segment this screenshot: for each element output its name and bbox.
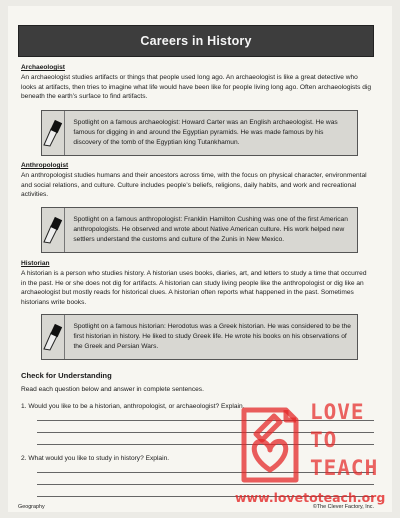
footer-copyright: ©The Clever Factory, Inc. (312, 504, 374, 510)
watermark-url: www.lovetoteach.org (235, 490, 386, 505)
answer-line[interactable] (37, 432, 374, 433)
spotlight-box-anthropologist (41, 207, 358, 253)
title-banner (18, 25, 374, 57)
watermark-word-love: LOVE (310, 400, 365, 424)
spotlight-text-archaeologist: Spotlight on a famous archaeologist: Howard Carter was an English archaeologist. He was famous for digging in and around the Egyptian pyramids. He was made famous by his discovery of the tomb of the Egyptian king Tutankhamun. (73, 119, 338, 146)
spotlight-icon (42, 315, 64, 359)
answer-line[interactable] (37, 444, 374, 445)
check-instructions: Read each question below and answer in complete sentences. (21, 386, 204, 393)
answer-line[interactable] (37, 496, 374, 497)
question-2: 2. What would you like to study in history? Explain. (21, 455, 170, 462)
spotlight-box-archaeologist (41, 110, 358, 156)
page-title: Careers in History (140, 34, 252, 48)
answer-line[interactable] (37, 420, 374, 421)
watermark-word-to: TO (310, 428, 338, 452)
answer-line[interactable] (37, 484, 374, 485)
spotlight-icon (42, 111, 64, 155)
section-heading-anthropologist: Anthropologist (21, 162, 69, 169)
question-1: 1. Would you like to be a historian, anthropologist, or archaeologist? Explain. (21, 403, 245, 410)
section-heading-archaeologist: Archaeologist (21, 64, 65, 71)
section-heading-historian: Historian (21, 260, 50, 267)
spotlight-text-historian: Spotlight on a famous historian: Herodotus was a Greek historian. He was considered to be the first historian in history. He liked to study Greek life. He wrote his books on his observations of the Greek and Persian Wars. (73, 323, 351, 350)
spotlight-text-anthropologist: Spotlight on a famous anthropologist: Franklin Hamilton Cushing was one of the first American anthropologists. He observed and wrote about Native American culture. His work helped new settlers understand the customs and culture of the Zunis in New Mexico. (73, 216, 348, 243)
section-body-archaeologist: An archaeologist studies artifacts or things that people used long ago. An archaeologist is like a great detective who looks at artifacts, then tries to imagine what life would have been like for people living long ago. Often archaeologists dig beneath the earth’s surface to find artifacts. (21, 74, 372, 101)
spotlight-icon (42, 208, 64, 252)
spotlight-box-historian (41, 314, 358, 360)
answer-line[interactable] (37, 472, 374, 473)
section-body-historian: A historian is a person who studies history. A historian uses books, diaries, art, and letters to study a time that occurred in the past. He or she does not dig for artifacts. A historian can study living people like the anthropologist or dig like an archaeologist but mostly reads for historical clues. A historian often reports what happened in the past. Sometimes historians write books. (21, 270, 367, 306)
section-body-anthropologist: An anthropologist studies humans and their ancestors across time, with the focus on physical character, environmental and social relations, and culture. Culture includes people’s beliefs, religions, daily habits, and work and recreational activities. (21, 172, 367, 199)
watermark-word-teach: TEACH (310, 456, 379, 480)
check-heading: Check for Understanding (21, 371, 112, 380)
footer-subject: Geography (18, 504, 45, 510)
